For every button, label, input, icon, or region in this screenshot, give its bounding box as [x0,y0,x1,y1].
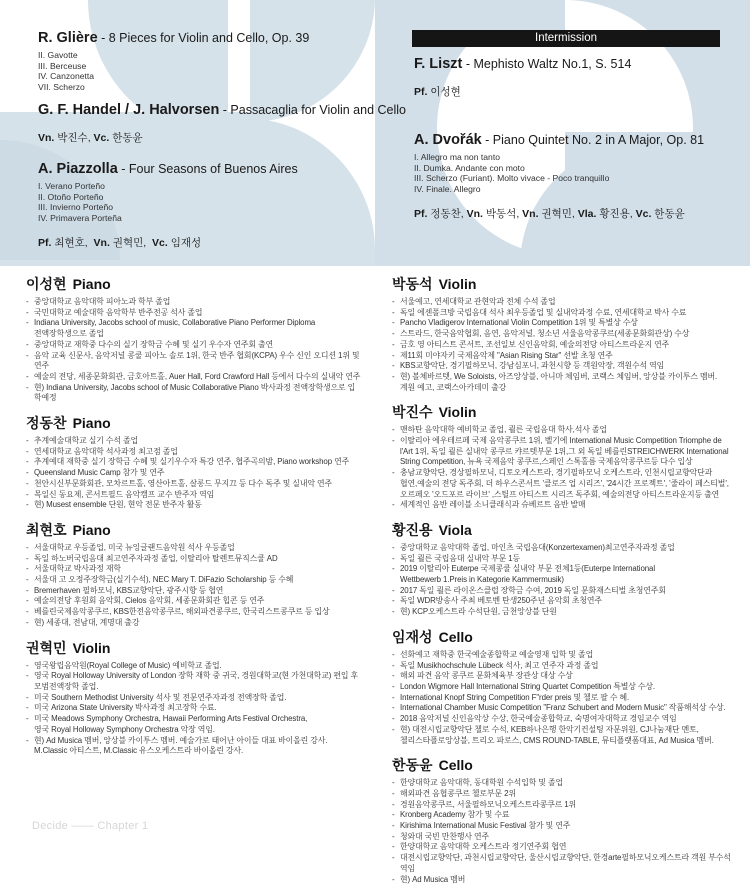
bio-section [26,274,362,404]
bio-item: - 영국왕립음악원(Royal College of Music) 예비학교 졸업. [26,661,362,672]
composer: A. Dvořák [414,132,482,148]
bio-section [26,638,362,757]
bio-item: - 서울대 고 오정주장학금(실기수석), NEC Mary T. DiFazio Scholarship 등 수혜 [26,575,362,586]
bio-item: - 해외파견 음협콩쿠르 첼로부문 2위 [392,789,732,800]
bio-item: 영국 Royal Holloway Symphony Orchestra 악장 역임. [34,724,215,734]
bio-item: - 예술의 전당, 세종문화회관, 금호아트홀, Auer Hall, Ford Crawford Hall 등에서 다수의 실내악 연주 [26,372,362,383]
bio-heading [392,402,732,422]
performer-instrument: Viola [438,521,472,538]
bio-item: - 추계예술대학교 실기 수석 졸업 [26,436,362,447]
bio-item: - 독일 에센폴크방 국립음대 석사 최우등졸업 및 실내악과정 수료, 연세대학교 박사 수료 [392,308,732,319]
performers: Pf. 정동찬, Vn. 박동석, Vn. 권혁민, Vla. 황진용, Vc. 한동윤 [414,208,685,220]
bio-item: - 서울대학교 박사과정 재학 [26,564,362,575]
movement: I. Allegro ma non tanto [414,152,500,162]
bios-right-column [392,274,732,894]
bio-section [392,402,732,511]
program-left-column [38,30,406,250]
performer-instrument: Cello [438,628,473,645]
bio-item: - 스트라드, 한국음악협회, 음연, 음악저널, 청소년 서울음악콩쿠르(세종문화회관상) 수상 [392,329,732,340]
bio-item: - Kronberg Academy 참가 및 수료 [392,810,732,821]
bio-item: - 세계적인 음반 레이블 소니클래식과 슈베르트 음반 발매 [392,500,732,511]
performer-name: 황진용 [392,521,433,538]
bio-item: - 추계예대 재학중 실기 장학금 수혜 및 실기우수자 특강 연주, 협주곡의밤, Piano workshop 연주 [26,457,362,468]
bio-item: 오르페오 '오드포르 라이브' ,스틸프 아티스트 시리즈 독주회, 예술의전당 아티스트라운지등 출연 [400,489,720,499]
bio-item: - 영국 Royal Holloway University of London 장학 재학 중 귀국, 경원대학교(현 가천대학교) 편입 후 [26,671,362,682]
bio-item: - Indiana University, Jacobs school of music, Collaborative Piano Performer Diploma [26,318,362,329]
bio-heading [26,638,362,658]
bio-item: - 경원음악콩쿠르, 서울필하모닉오케스트라콩쿠르 1위 [392,800,732,811]
bio-item: - 독일 쾰른 국립음대 실내악 부문 1등 [392,554,732,565]
performer-name: 박동석 [392,276,433,292]
bio-item: 전액장학생으로 졸업 [34,329,104,339]
bio-item: - 독일 하노버국립음대 최고연주자과정 졸업, 이탈리아 탈렌트뮤직스쿨 AD [26,554,362,565]
work-piazzolla [38,161,378,250]
bio-item: - 청와대 국빈 만찬행사 연주 [392,832,732,843]
bio-item: 협연,예술의 전당 독주회, 더 하우스콘서트 '클로즈 업 시리즈', '24시간 프로젝트', '줄라이 페스티벌', [400,478,729,488]
bio-item: - 목일신 동요제, 콘서트필드 음악캠프 교수 반주자 역임 [26,490,362,501]
bio-item: - 대전시립교향악단, 과천시립교향악단, 울산시립교향악단, 한경arte필하모닉오케스트라 객원 부수석 역임 [392,853,732,874]
bio-item: - 베를린국제음악콩쿠르, KBS한전음악콩쿠르, 해외파견콩쿠르, 한국리스트콩쿠르 등 입상 [26,607,362,618]
movement: II. Dumka. Andante con moto [414,162,525,173]
bio-heading [26,413,362,433]
bio-item: - 한양대학교 음악대학, 동대학원 수석입학 및 졸업 [392,778,732,789]
bio-item: 계원 예고, 코랙스아카데미 출강 [400,382,507,392]
movement: III. Scherzo (Furiant). Molto vivace - Poco tranquillo [414,173,610,183]
bio-item: - 현) 볼체바르텟, We Soloists, 아즈앙상블, 아니마 체임버, 코랙스 체임버, 앙상블 카이투스 멤버. [392,372,732,383]
bio-section [392,755,732,885]
bio-item: - 미국 Arizona State University 박사과정 최고장학 수료. [26,703,362,714]
work-gliere [38,30,378,92]
bio-item: - 맨하탄 음악대학 예비학교 졸업, 쾰른 국립음대 학사,석사 졸업 [392,425,732,436]
intermission-banner: Intermission [412,30,720,47]
movement: III. Berceuse [38,60,87,71]
movement: IV. Primavera Porteña [38,212,122,223]
bio-item: - 미국 Southern Methodist University 석사 및 전문연주자과정 전액장학 졸업. [26,693,362,704]
bio-item: - 2018 음악저널 신인음악상 수상, 한국예술종합학교, 숙명여자대학교 경임교수 역임 [392,714,732,725]
bio-section [392,627,732,746]
footer-chapter-label: Decide —— Chapter 1 [32,820,149,832]
performers: Pf. 최현호, Vn. 권혁민, Vc. 임재성 [38,237,202,249]
bio-item: - 제11회 미야자키 국제음악제 "Asian Rising Star" 선발 초청 연주 [392,351,732,362]
bio-item: String Competition, 뉴욕 국제음악 콩쿠르,스페인 스톡홀름 국제음악콩쿠르등 다수 입상 [400,457,693,467]
performer-instrument: Violin [438,404,477,421]
bio-item: - 선화예고 재학중 한국예술종합학교 예술영재 입학 및 졸업 [392,650,732,661]
bio-list [392,543,732,618]
bio-list [392,425,732,511]
bio-item: - Bremerhaven 필하모닉, KBS교향악단, 광주시향 등 협연 [26,586,362,597]
work-dvorak [414,132,714,221]
bio-item: - 현) Ad Musica 멤버 [392,875,732,886]
bio-item: - 2017 독일 쾰른 라이온스클럽 장학금 수여, 2019 독일 문화재스티벌 초청연주회 [392,586,732,597]
bio-item: - 2019 이탈리아 Euterpe 국제콩쿨 실내악 부문 전체1등(Euterpe International [392,564,732,575]
bio-item: - 현) 세종대, 전남대, 계명대 출강 [26,618,362,629]
performer-name: 정동찬 [26,415,67,432]
bio-heading [392,274,732,294]
bio-item: M.Classic 아티스트, M.Classic 유스오케스트라 바이올린 강사. [34,746,244,756]
performers: Pf. 이성현 [414,86,461,98]
composer: R. Glière [38,30,98,46]
movement: IV. Finale. Allegro [414,183,481,194]
bio-item: - 중앙대학교 재학중 다수의 실기 장학금 수혜 및 실기 우수자 연주회 출연 [26,340,362,351]
movement: IV. Canzonetta [38,71,95,81]
bio-heading [392,755,732,775]
performer-instrument: Piano [72,276,111,292]
bio-item: - 연세대학교 음악대학 석사과정 최고점 졸업 [26,447,362,458]
work-liszt [414,56,714,99]
bio-item: - 중앙대학교 음악대학 피아노과 학부 졸업 [26,297,362,308]
movement: II. Gavotte [38,50,78,60]
bio-item: - 현) Ad Musica 멤버, 앙상블 카이투스 멤버. 예술가로 태어난 아이들 대표 바이올린 강사. [26,736,362,747]
movement-list [38,50,378,92]
bio-item: - 현) Indiana University, Jacobs school of Music Collaborative Piano 박사과정 전액장학생으로 입학예정 [26,383,362,404]
performer-instrument: Piano [72,521,111,538]
movement-list [414,152,714,194]
bio-item: - 현) Musest ensemble 단원, 현악 전문 반주자 활동 [26,500,362,511]
performer-instrument: Piano [72,415,111,432]
performer-name: 한동윤 [392,757,433,774]
bio-list [26,436,362,511]
performer-name: 권혁민 [26,639,67,656]
bio-list [26,543,362,629]
bio-item: - 독일 Musikhochschule Lübeck 석사, 최고 연주자 과정 졸업 [392,661,732,672]
bio-list [26,661,362,757]
bio-item: - Pancho Vladigerov International Violin Competition 1위 및 특별상 수상 [392,318,732,329]
bio-item: - International Knopf String Competition F"rder preis 및 첼로 팔 수 혜. [392,693,732,704]
bio-list [392,297,732,393]
bio-item: - Queensland Music Camp 참가 및 연주 [26,468,362,479]
bio-section [26,413,362,511]
bio-heading [26,274,362,294]
work-title: - Mephisto Waltz No.1, S. 514 [462,57,632,71]
bio-item: - 국민대학교 예술대학 음악학부 반주전공 석사 졸업 [26,308,362,319]
performer-name: 박진수 [392,404,433,421]
bios-left-column [26,274,362,766]
program-right-column [414,30,714,221]
program-panel [0,0,750,266]
bio-list [392,778,732,885]
bio-item: - 이탈리아 에우테르페 국제 음악콩쿠르 1위, 벨기에 International Music Competition Triomphe de [392,436,732,447]
work-title: - Four Seasons of Buenos Aires [117,162,298,176]
bio-item: - 중앙대학교 음악대학 졸업, 마인츠 국립음대(Konzertexamen)최고연주자과정 졸업 [392,543,732,554]
movement: III. Invierno Porteño [38,202,113,212]
movement: VII. Scherzo [38,81,85,92]
bio-heading [392,520,732,540]
work-handel [38,102,406,145]
bio-section [392,520,732,618]
work-title: - 8 Pieces for Violin and Cello, Op. 39 [97,31,310,45]
performer-instrument: Violin [438,276,477,292]
bio-item: - 현) 대전시립교향악단 첼로 수석, KEB하나은행 한악기컨설팅 자문위원, CJ나눔재단 멘토, [392,725,732,736]
bio-item: 모범전액장학 졸업. [34,681,99,691]
bio-heading [26,520,362,540]
bio-item: - 금호 영 아티스트 콘서트, 조선일보 신인음악회, 예술의전당 아티스트라운지 연주 [392,340,732,351]
bio-item: - International Chamber Music Competition "Franz Schubert and Modern Music" 작품해석상 수상. [392,703,732,714]
performer-name: 임재성 [392,628,433,645]
bio-item: - 음악 교육 신문사, 음악저널 콩쿨 피아노 솔로 1위, 한국 반주 협회(KCPA) 우수 신인 오디션 1위 및 연주 [26,351,362,372]
work-title: - Passacaglia for Violin and Cello [219,103,406,117]
bio-section [392,274,732,393]
bio-item: 첼리스타플로앙상블, 트리오 파로스, CMS ROUND-TABLE, 뮤티플랫폼대표, Ad Musica 멤버. [400,735,714,745]
performer-instrument: Cello [438,757,473,774]
composer: A. Piazzolla [38,161,118,177]
bio-item: - Kirishima International Music Festival 참가 및 연주 [392,821,732,832]
movement: II. Otoño Porteño [38,191,104,202]
bio-item: - 천안시신부문화회관, 모차르트홀, 영산아트홀, 살롱드 무지끄 등 다수 독주 및 실내악 연주 [26,479,362,490]
performers: Vn. 박진수, Vc. 한동윤 [38,132,143,144]
bio-section [26,520,362,629]
bio-item: - 충남교향악단, 경상필하모닉, 디토오케스트라, 경기필하모닉 오케스트라, 인천시립교향악단과 [392,468,732,479]
bio-item: - 미국 Meadows Symphony Orchestra, Hawaii Performing Arts Festival Orchestra, [26,714,362,725]
movement-list [38,181,378,223]
bio-item: - 한양대학교 음악대학 오케스트라 정기연주회 협연 [392,842,732,853]
bio-item: - 현) KCP오케스트라 수석단원, 금천앙상블 단원 [392,607,732,618]
composer: G. F. Handel / J. Halvorsen [38,102,220,118]
bio-list [26,297,362,404]
bio-heading [392,627,732,647]
performer-name: 이성현 [26,276,67,292]
bio-item: - 예술의전당 후원회 음악회, Cielos 음악회, 세종문화회관 힙콘 등 연주 [26,596,362,607]
bio-item: - KBS교향악단, 경기필하모닉, 강남심포니, 과천시향 등 객원악장, 객원수석 역임 [392,361,732,372]
work-title: - Piano Quintet No. 2 in A Major, Op. 81 [481,133,705,147]
bio-list [392,650,732,746]
bio-item: - 서울대학교 우등졸업, 미국 뉴잉글랜드음악원 석사 우등졸업 [26,543,362,554]
performer-name: 최현호 [26,521,67,538]
bio-item: - 해외 파견 음악 콩쿠르 문화체육부 장관상 대상 수상 [392,671,732,682]
performer-instrument: Violin [72,639,111,656]
bio-item: - London Wigmore Hall International String Quartet Competition 특별상 수상. [392,682,732,693]
bio-item: l'Art 1위, 독일 쾰른 실내악 콩쿠르 캬르텟부문 1위,그 외 독일 베를린STREICHWERK International [400,446,729,456]
movement: I. Verano Porteño [38,181,105,191]
composer: F. Liszt [414,56,463,72]
bio-item: Wettbewerb 1.Preis in Kategorie Kammermusik) [400,575,564,585]
bio-item: - 독일 WDR방송사 주최 베토벤 탄생250주년 음악회 초청연주 [392,596,732,607]
bio-item: - 서울예고, 연세대학교 관현악과 전체 수석 졸업 [392,297,732,308]
